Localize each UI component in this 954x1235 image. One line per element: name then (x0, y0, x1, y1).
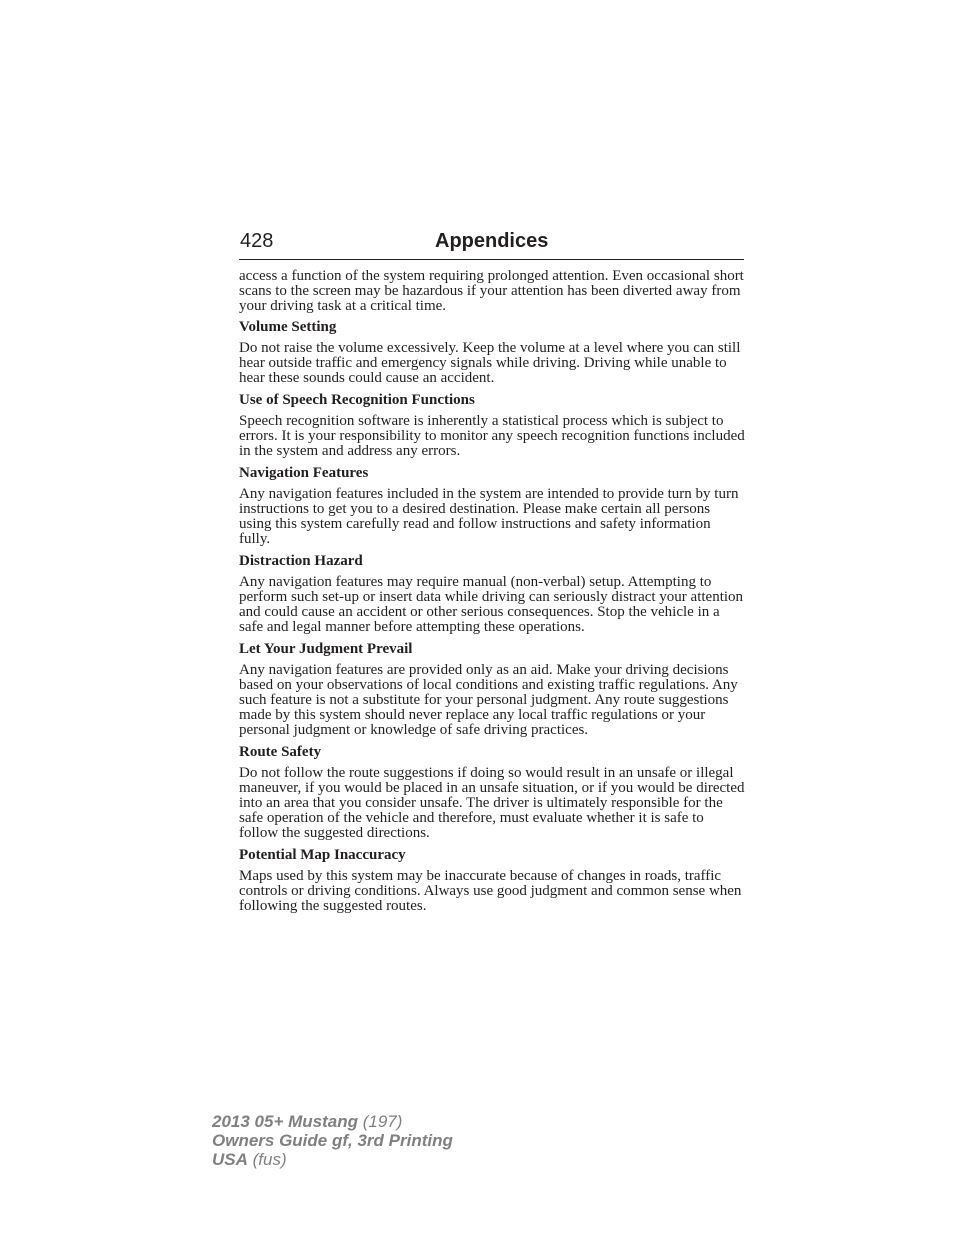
print-footer (212, 1112, 453, 1169)
heading-judgment-prevail: Let Your Judgment Prevail (239, 641, 413, 657)
page-content (239, 269, 745, 921)
heading-speech-recognition: Use of Speech Recognition Functions (239, 392, 475, 408)
footer-model: 2013 05+ Mustang (212, 1112, 358, 1131)
footer-line-1 (212, 1112, 453, 1131)
paragraph-map-inaccuracy: Maps used by this system may be inaccurate because of changes in roads, traffic controls or driving conditions. Always use good judgment and common sense when following the suggested routes. (239, 868, 742, 914)
footer-market: USA (212, 1150, 248, 1169)
footer-market-code: (fus) (252, 1150, 287, 1169)
paragraph-route-safety: Do not follow the route suggestions if doing so would result in an unsafe or illegal maneuver, if you would be placed in an unsafe situation, or if you would be directed into an area that you consider unsafe. The driver is ultimately responsible for the safe operation of the vehicle and therefore, must evaluate whether it is safe to follow the suggested directions. (239, 765, 745, 841)
footer-line-3 (212, 1150, 453, 1169)
heading-distraction-hazard: Distraction Hazard (239, 553, 363, 569)
heading-navigation-features: Navigation Features (239, 465, 369, 481)
heading-route-safety: Route Safety (239, 744, 322, 760)
footer-guide: Owners Guide gf, 3rd Printing (212, 1131, 453, 1150)
footer-line-2 (212, 1131, 453, 1150)
paragraph-judgment-prevail: Any navigation features are provided only as an aid. Make your driving decisions based on your observations of local conditions and existing traffic regulations. Any such feature is not a substitute for your personal judgment. Any route suggestions made by this system should never replace any local traffic regulations or your personal judgment or knowledge of safe driving practices. (239, 662, 738, 738)
heading-volume-setting: Volume Setting (239, 319, 337, 335)
page-header (239, 226, 744, 260)
section-title: Appendices (435, 230, 549, 252)
paragraph-distraction-hazard: Any navigation features may require manual (non-verbal) setup. Attempting to perform such set-up or insert data while driving can seriously distract your attention and could cause an accident or other serious consequences. Stop the vehicle in a safe and legal manner before attempting these operations. (239, 574, 744, 635)
footer-model-code: (197) (362, 1112, 403, 1131)
page-number: 428 (240, 230, 274, 252)
intro-paragraph: access a function of the system requiring prolonged attention. Even occasional short scans to the screen may be hazardous if your attention has been diverted away from your driving task at a critical time. (239, 268, 744, 314)
paragraph-volume-setting: Do not raise the volume excessively. Keep the volume at a level where you can still hear outside traffic and emergency signals while driving. Driving while unable to hear these sounds could cause an accident. (239, 340, 741, 386)
paragraph-speech-recognition: Speech recognition software is inherently a statistical process which is subject to errors. It is your responsibility to monitor any speech recognition functions included in the system and address any errors. (239, 413, 745, 459)
heading-map-inaccuracy: Potential Map Inaccuracy (239, 847, 406, 863)
paragraph-navigation-features: Any navigation features included in the system are intended to provide turn by turn instructions to get you to a desired destination. Please make certain all persons using this system carefully read and follow instructions and safety information fully. (239, 486, 739, 547)
